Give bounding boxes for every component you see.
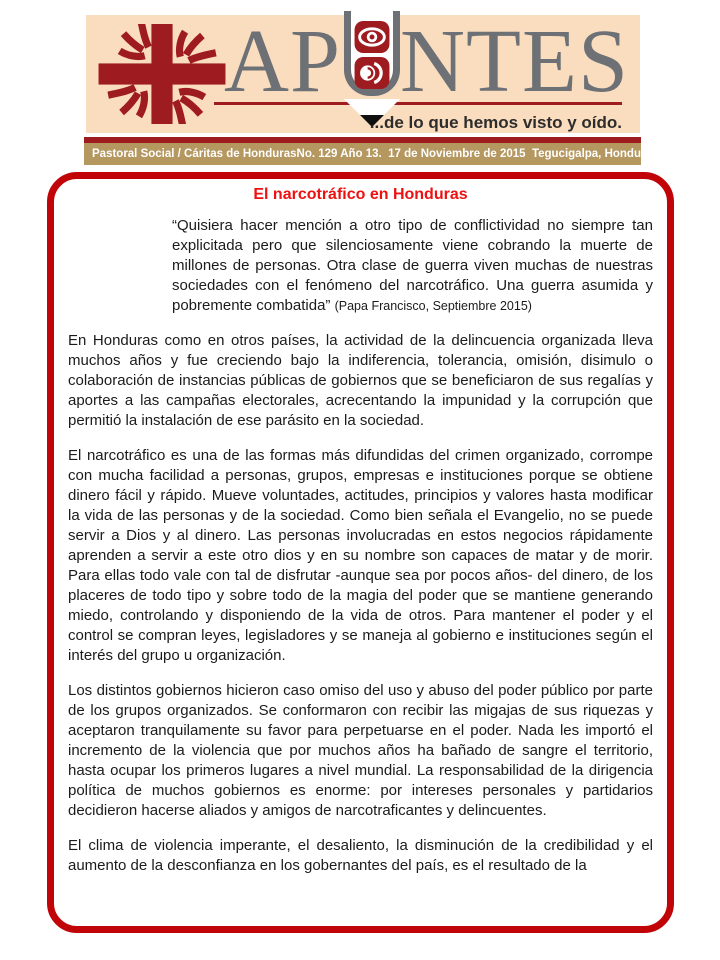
caritas-logo	[94, 24, 230, 124]
banner-left-text: Pastoral Social / Cáritas de Honduras	[92, 148, 297, 160]
quote-paragraph	[172, 216, 653, 316]
ear-icon	[354, 57, 390, 89]
masthead-title-ap: AP	[224, 12, 342, 111]
quote-citation: (Papa Francisco, Septiembre 2015)	[334, 299, 532, 313]
banner-right-text: No. 129 Año 13. 17 de Noviembre de 2015 Tegucigalpa, Honduras	[296, 148, 659, 160]
paragraph: El clima de violencia imperante, el desaliento, la disminución de la credibilidad y el aumento de la desconfianza en los gobernantes del país, es el resultado de la	[68, 837, 653, 874]
paragraph: El narcotráfico es una de las formas más difundidas del crimen organizado, corrompe con mucha facilidad a personas, grupos, empresas e instituciones porque se obtiene dinero fácil y rápido. Mueve voluntades, actitudes, principios y valores hasta modificar la vida de las personas y de la sociedad. Como bien señala el Evangelio, no se puede servir a Dios y al dinero. Las personas involucradas en estos negocios rápidamente aprenden a servir a este otro dios y en su nombre son capaces de matar y de morir. Para ellas todo vale con tal de disfrutar -aunque sea por pocos años- del dinero, de los placeres de todo tipo y sobre todo de la magia del poder que se mantiene generando miedo, controlando y disponiendo de la vida de otros. Para mantener el poder y el control se compran leyes, legisladores y se maneja al gobierno e instituciones según el interés del grupo u organización.	[68, 447, 653, 664]
eye-icon	[354, 21, 390, 53]
pencil-icon	[344, 11, 400, 96]
paragraph: En Honduras como en otros países, la actividad de la delincuencia organizada lleva muchos años y fue creciendo bajo la indiferencia, tolerancia, omisión, disimulo o colaboración de instancias públicas de gobiernos que se beneficiaron de sus regalías y aportes a las campañas electorales, acrecentando la impunidad y la corrupción que permitió la instalación de ese parásito en la sociedad.	[68, 332, 653, 429]
article-box	[47, 172, 674, 933]
article-title: El narcotráfico en Honduras	[253, 186, 468, 203]
paragraph: Los distintos gobiernos hicieron caso omiso del uso y abuso del poder público por parte de los grupos organizados. Se conformaron con recibir las migajas de sus riquezas y aceptaron tranquilamente su favor para perpetuarse en el poder. Nada les importó el incremento de la violencia que por muchos años ha bañado de sangre el territorio, hasta ocupar los primeros lugares a nivel mundial. La responsabilidad de la dirigencia política de muchos gobiernos es enorme: por intereses personales y partidarios decidieron hacerse aliados y amigos de narcotraficantes y delincuentes.	[68, 682, 653, 819]
quote-text: “Quisiera hacer mención a otro tipo de conflictividad no siempre tan explicitada pero que silenciosamente viene cobrando la muerte de millones de personas. Otra clase de guerra viven muchas de nuestras sociedades con el fenómeno del narcotráfico. Una guerra asumida y pobremente combatida”	[172, 217, 653, 314]
tagline: ...de lo que hemos visto y oído.	[369, 113, 622, 132]
banner-bar	[84, 143, 659, 165]
masthead	[86, 12, 640, 133]
masthead-title-ntes: NTES	[400, 12, 629, 111]
